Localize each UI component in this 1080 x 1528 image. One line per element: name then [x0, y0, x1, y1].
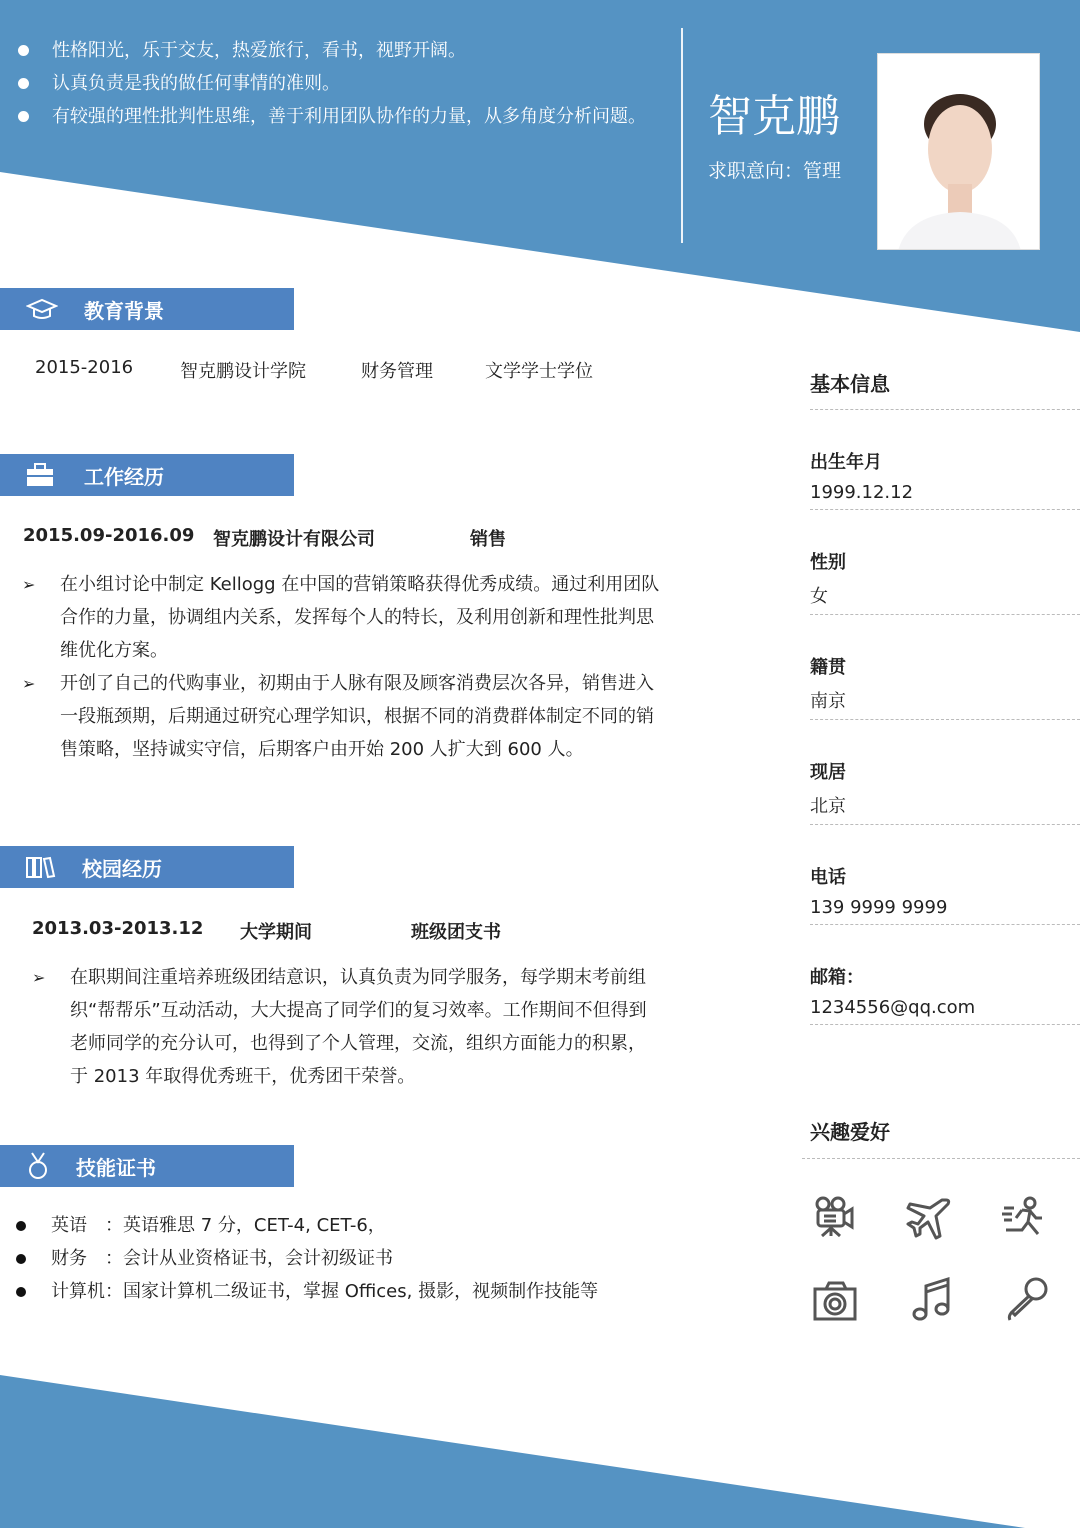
info-field	[810, 758, 1080, 825]
section-header-skills	[0, 1145, 294, 1187]
info-field	[810, 548, 1080, 615]
info-field	[810, 963, 1080, 1025]
divider	[681, 28, 683, 243]
movie-camera-icon	[812, 1194, 858, 1240]
info-field	[810, 863, 1080, 925]
section-title: 技能证书	[76, 1155, 156, 1180]
field-label: 邮箱：	[810, 967, 864, 988]
field-label: 出生年月	[810, 452, 882, 473]
field-value: 南京	[810, 691, 846, 712]
work-item: ➢ 开创了自己的代购事业，初期由于人脉有限及顾客消费层次各异，销售进入一段瓶颈期，后期通过研究心理学知识，根据不同的消费群体制定不同的销售策略，坚持诚实守信，后期客户由开始 200 人扩大到 600 人。	[22, 667, 662, 766]
skills-list	[14, 1209, 598, 1308]
education-row	[35, 357, 593, 383]
field-label: 电话	[810, 867, 846, 888]
skill-item: 财务 ：会计从业资格证书，会计初级证书	[14, 1242, 598, 1275]
field-value: 北京	[810, 796, 846, 817]
work-company: 智克鹏设计有限公司	[213, 529, 375, 550]
airplane-icon	[906, 1196, 952, 1242]
work-period: 2015.09-2016.09	[23, 525, 195, 546]
medal-icon	[26, 1152, 50, 1180]
edu-period: 2015-2016	[35, 357, 134, 378]
microphone-icon	[1006, 1276, 1052, 1322]
section-header-campus	[0, 846, 294, 888]
field-value: 139 9999 9999	[810, 897, 948, 918]
hobbies-title: 兴趣爱好	[810, 1120, 890, 1144]
section-title: 教育背景	[84, 298, 164, 323]
campus-item: ➢ 在职期间注重培养班级团结意识，认真负责为同学服务，每学期末考前组织“帮帮乐”互动活动，大大提高了同学们的复习效率。工作期间不但得到老师同学的充分认可，也得到了个人管理，交流，组织方面能力的积累，于 2013 年取得优秀班干，优秀团干荣誉。	[32, 961, 652, 1093]
skill-item: 英语 ：英语雅思 7 分，CET-4, CET-6，	[14, 1209, 598, 1242]
section-title: 校园经历	[82, 856, 162, 881]
intro-item: 性格阳光，乐于交友，热爱旅行，看书，视野开阔。	[18, 34, 646, 67]
work-row	[23, 525, 506, 551]
campus-org: 大学期间	[240, 922, 312, 943]
music-note-icon	[910, 1276, 956, 1322]
field-value: 1999.12.12	[810, 482, 914, 503]
info-field	[810, 448, 1080, 510]
footer-band	[0, 1375, 1025, 1528]
work-role: 销售	[470, 529, 506, 550]
profile-photo	[877, 53, 1040, 250]
job-intent: 求职意向：管理	[708, 160, 842, 182]
field-label: 性别	[810, 552, 846, 573]
field-value: 1234556@qq.com	[810, 997, 976, 1018]
section-title: 工作经历	[84, 464, 164, 489]
campus-row	[32, 918, 501, 944]
campus-details	[32, 961, 652, 1093]
info-field	[810, 653, 1080, 720]
intro-item: 有较强的理性批判性思维，善于利用团队协作的力量，从多角度分析问题。	[18, 100, 646, 133]
edu-school: 智克鹏设计学院	[180, 361, 306, 382]
work-item: ➢ 在小组讨论中制定 Kellogg 在中国的营销策略获得优秀成绩。通过利用团队合作的力量，协调组内关系，发挥每个人的特长，及利用创新和理性批判思维优化方案。	[22, 568, 662, 667]
field-value: 女	[810, 586, 828, 607]
field-label: 现居	[810, 762, 846, 783]
candidate-name: 智克鹏	[708, 91, 840, 142]
info-title: 基本信息	[810, 372, 890, 396]
section-header-education	[0, 288, 294, 330]
skill-item: 计算机：国家计算机二级证书，掌握 Offices, 摄影，视频制作技能等	[14, 1275, 598, 1308]
intro-list	[18, 34, 646, 133]
graduation-cap-icon	[26, 298, 58, 320]
edu-degree: 文学学士学位	[485, 361, 593, 382]
campus-period: 2013.03-2013.12	[32, 918, 204, 939]
camera-icon	[812, 1278, 858, 1324]
books-icon	[26, 855, 56, 879]
work-details	[22, 568, 662, 766]
edu-major: 财务管理	[361, 361, 433, 382]
field-label: 籍贯	[810, 657, 846, 678]
running-icon	[1000, 1194, 1046, 1240]
basic-info	[810, 368, 1080, 1025]
hobbies	[810, 1116, 1080, 1145]
intro-item: 认真负责是我的做任何事情的准则。	[18, 67, 646, 100]
campus-role: 班级团支书	[411, 922, 501, 943]
briefcase-icon	[26, 463, 54, 487]
section-header-work	[0, 454, 294, 496]
